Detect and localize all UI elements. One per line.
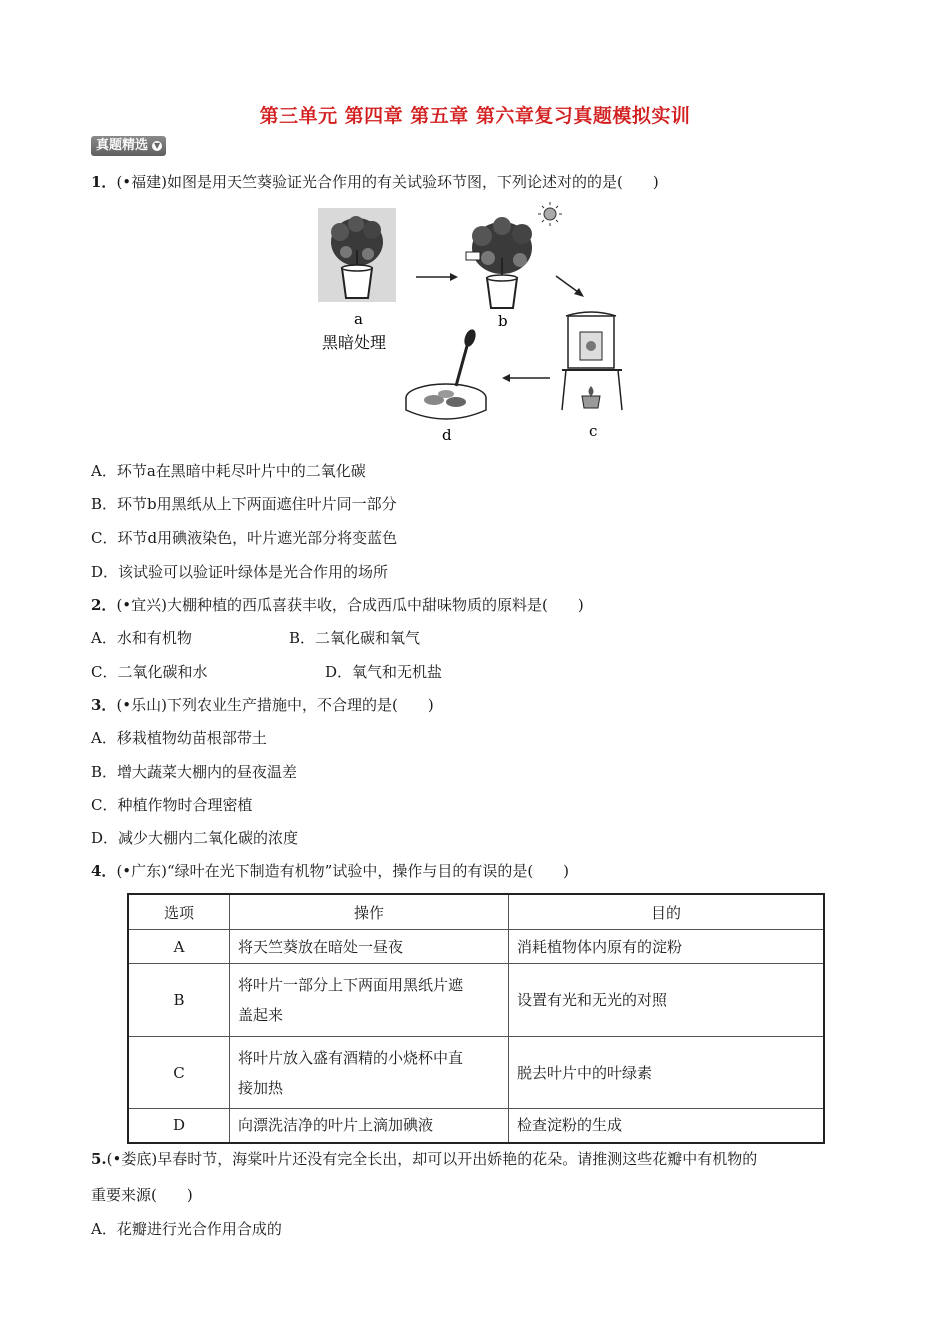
q1-option-d: D．该试验可以验证叶绿体是光合作用的场所 — [91, 563, 389, 581]
q4-number: 4． — [91, 862, 117, 880]
q5-option-a: A．花瓣进行光合作用合成的 — [91, 1220, 282, 1238]
q2-option-b: B．二氧化碳和氧气 — [289, 629, 421, 647]
q3-option-c: C．种植作物时合理密植 — [91, 796, 253, 814]
header-option: 选项 — [128, 894, 230, 930]
cell-operation — [230, 930, 509, 964]
experiment-diagram — [310, 200, 640, 450]
arrow-b-c — [556, 276, 578, 292]
q2-stem-text: (•宜兴)大棚种植的西瓜喜获丰收，合成西瓜中甜味物质的原料是( ) — [116, 596, 584, 614]
cell-option: B — [128, 964, 230, 1037]
q3-option-d: D．减少大棚内二氧化碳的浓度 — [91, 829, 299, 847]
dropper-icon — [456, 328, 478, 386]
sun-icon — [538, 202, 562, 226]
cell-purpose: 设置有光和无光的对照 — [509, 964, 825, 1037]
q2-number: 2． — [91, 596, 117, 614]
header-purpose: 目的 — [509, 894, 825, 930]
plant-b-icon — [466, 217, 532, 308]
cell-purpose: 消耗植物体内原有的淀粉 — [509, 930, 825, 964]
cell-operation-line1: 将叶片一部分上下两面用黑纸片遮 — [238, 976, 464, 994]
cell-purpose: 检查淀粉的生成 — [509, 1109, 825, 1143]
section-badge-label: 真题精选 — [96, 138, 149, 153]
arrow-a-b-head — [450, 273, 458, 281]
q1-stem-text: (•福建)如图是用天竺葵验证光合作用的有关试验环节图，下列论述对的的是( ) — [116, 173, 659, 191]
page-title: 第三单元 第四章 第五章 第六章复习真题模拟实训 — [259, 105, 691, 127]
q5-stem-line1 — [91, 1149, 757, 1169]
q3-option-a: A．移栽植物幼苗根部带土 — [91, 729, 267, 747]
q5-number: 5. — [91, 1150, 107, 1168]
cell-option: D — [128, 1109, 230, 1143]
cell-option: C — [128, 1037, 230, 1109]
petri-dish-icon — [406, 384, 486, 419]
cell-operation-line1: 将叶片放入盛有酒精的小烧杯中直 — [238, 1048, 464, 1067]
table-row — [128, 1037, 824, 1109]
cell-operation — [230, 1037, 509, 1109]
arrow-c-d-head — [502, 374, 510, 382]
black-paper — [466, 252, 480, 260]
q2-stem — [91, 595, 584, 615]
cell-operation-line2: 盖起来 — [238, 1006, 284, 1024]
table-row — [128, 964, 824, 1037]
cell-operation-line1: 将天竺葵放在暗处一昼夜 — [238, 937, 404, 956]
cell-operation — [230, 1109, 509, 1143]
q4-stem — [91, 861, 569, 881]
caption-a: 黑暗处理 — [322, 333, 387, 352]
q1-stem — [91, 172, 659, 192]
q5-stem-line2: 重要来源( ) — [91, 1186, 193, 1204]
table-row — [128, 930, 824, 964]
q2-option-a: A．水和有机物 — [91, 629, 192, 647]
q4-table — [127, 893, 825, 1144]
q3-stem — [91, 695, 434, 715]
q1-option-c: C．环节d用碘液染色，叶片遮光部分将变蓝色 — [91, 529, 398, 547]
cell-option: A — [128, 930, 230, 964]
q3-option-b: B．增大蔬菜大棚内的昼夜温差 — [91, 763, 298, 781]
cell-purpose: 脱去叶片中的叶绿素 — [509, 1037, 825, 1109]
table-header-row — [128, 894, 824, 930]
cell-operation — [230, 964, 509, 1037]
q1-figure — [310, 200, 640, 450]
water-bath-icon — [562, 312, 622, 410]
label-a: a — [354, 310, 363, 328]
q1-number: 1． — [91, 173, 117, 191]
q5-stem-text: (•娄底)早春时节，海棠叶片还没有完全长出，却可以开出娇艳的花朵。请推测这些花瓣中有机物的 — [106, 1150, 758, 1168]
q2-option-c: C．二氧化碳和水 — [91, 663, 208, 681]
badge-arrow-icon: ▼ — [153, 141, 161, 150]
q4-stem-text: (•广东)“绿叶在光下制造有机物”试验中，操作与目的有误的是( ) — [116, 862, 570, 880]
q1-option-a: A．环节a在黑暗中耗尽叶片中的二氧化碳 — [91, 462, 366, 480]
header-operation: 操作 — [230, 894, 509, 930]
cell-operation-line1: 向漂洗洁净的叶片上滴加碘液 — [238, 1116, 434, 1135]
label-b: b — [498, 312, 508, 330]
q3-stem-text: (•乐山)下列农业生产措施中，不合理的是( ) — [116, 696, 434, 714]
section-badge — [91, 136, 166, 156]
table-row — [128, 1109, 824, 1143]
label-d: d — [442, 426, 452, 444]
q1-option-b: B．环节b用黑纸从上下两面遮住叶片同一部分 — [91, 495, 397, 513]
cell-operation-line2: 接加热 — [238, 1078, 284, 1097]
q3-number: 3． — [91, 696, 117, 714]
label-c: c — [589, 422, 598, 440]
q2-option-d: D．氧气和无机盐 — [325, 663, 443, 681]
